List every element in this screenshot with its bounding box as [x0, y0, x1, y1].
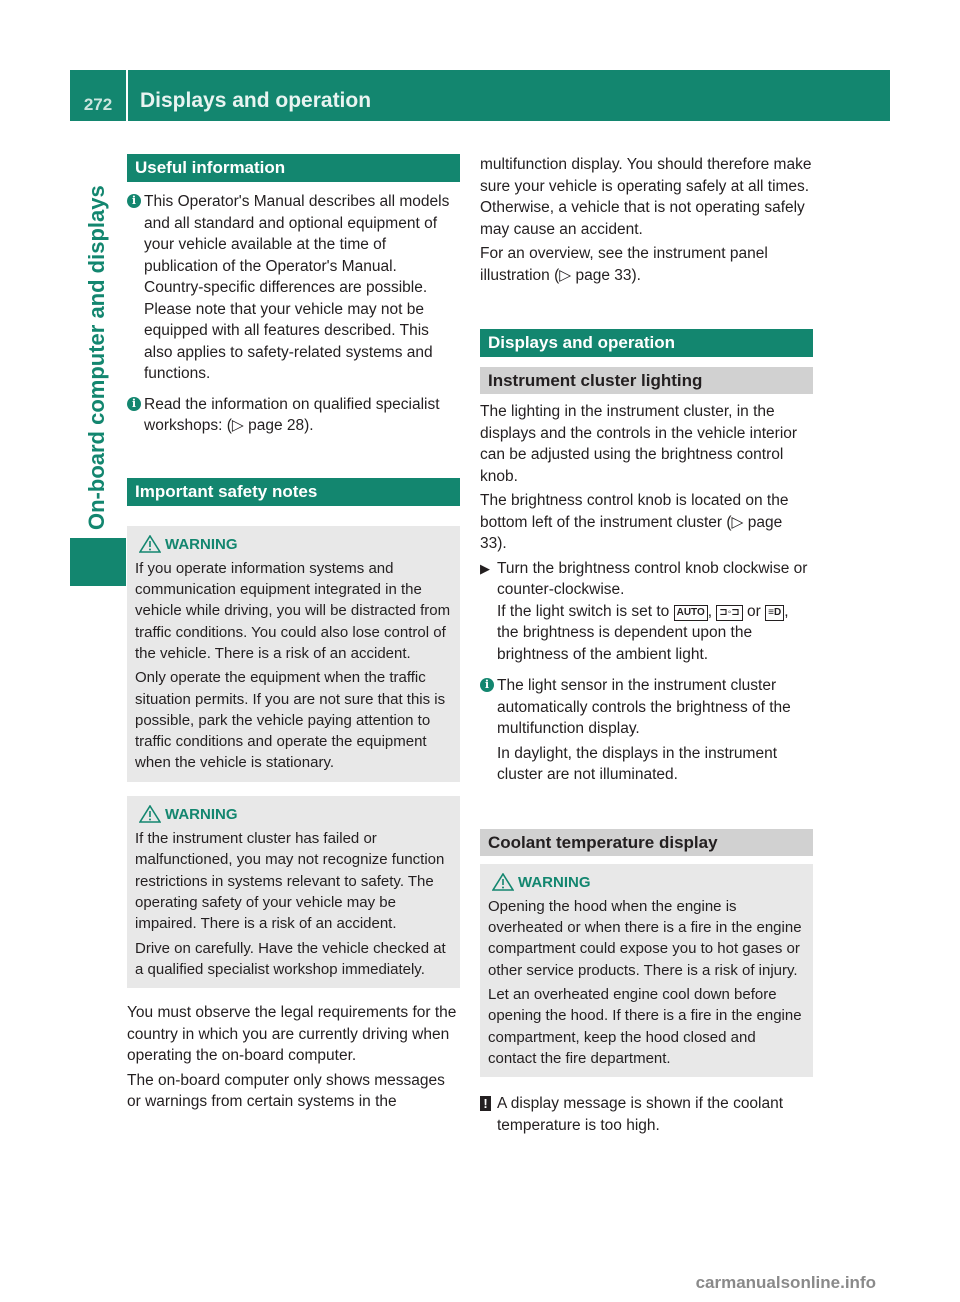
page-title: Displays and operation [140, 89, 372, 112]
warning-3-text-2: Let an overheated engine cool down before opening the hood. If there is a fire in the engine compartment, keep the hood closed and contact the fire department. [488, 985, 802, 1067]
overview-text: For an overview, see the instrument panel illustration (▷ page 33). [480, 245, 768, 284]
arrow-right-icon: ▶ [480, 560, 490, 576]
warning-2-text-1: If the instrument cluster has failed or malfunctioned, you may not recognize function restrictions in systems relevant to safety. The operating safety of your vehicle may be impaired. There is a risk of an accident. [135, 830, 445, 933]
body-text-1: You must observe the legal requirements for the country in which you are currently driving when operating the on-board computer. [127, 1004, 457, 1065]
watermark: carmanualsonline.info [695, 1273, 876, 1292]
lighting-text-2: The brightness control knob is located on the bottom left of the instrument cluster (▷ page 33). [480, 492, 789, 552]
warning-1-text-1: If you operate information systems and communication equipment integrated in the vehicle while driving, you will be distracted from traffic conditions. You could also lose control of the vehicle. There is a risk of an accident. [135, 559, 451, 662]
info-note-3: i The light sensor in the instrument cluster automatically controls the brightness of the multifunction display. In daylight, the displays in the instrument cluster are not illuminated. [480, 675, 813, 786]
page-number: 272 [83, 94, 113, 114]
notice-note: ! A display message is shown if the coolant temperature is too high. [480, 1093, 813, 1136]
header-separator [126, 70, 128, 121]
instruction-step: ▶ Turn the brightness control knob clockwise or counter-clockwise. If the light switch is set to AUTO , ⊐◦⊐ or ≡D , the brightness is dependent upon the brightness of the ambient light. [480, 559, 808, 663]
right-column [480, 154, 813, 1139]
parking-light-icon: ⊐◦⊐ [716, 605, 742, 621]
low-beam-icon: ≡D [765, 605, 784, 621]
info-icon: i [480, 678, 494, 692]
lighting-text-1: The lighting in the instrument cluster, in the displays and the controls in the vehicle interior can be adjusted using the brightness control knob. [480, 403, 798, 485]
warning-1-text-2: Only operate the equipment when the traffic situation permits. If you are not sure that this is possible, park the vehicle paying attention to traffic conditions and operate the equipment when the vehicle is stationary. [135, 669, 446, 772]
body-text-2: The on-board computer only shows messages or warnings from certain systems in the [127, 1071, 445, 1111]
warning-triangle-icon [139, 805, 161, 823]
lighting-heading: Instrument cluster lighting [480, 367, 813, 394]
auto-light-icon: AUTO [674, 605, 708, 621]
useful-info-heading: Useful information [127, 154, 460, 182]
displays-heading: Displays and operation [480, 329, 813, 357]
warning-2-text-2: Drive on carefully. Have the vehicle checked at a qualified specialist workshop immediately. [135, 939, 446, 978]
warning-box-1 [127, 526, 460, 782]
warning-box-2 [127, 796, 460, 988]
warning-box-3 [480, 864, 813, 1078]
coolant-heading: Coolant temperature display [480, 829, 813, 856]
side-tab-marker [70, 538, 126, 586]
info-note-2: i Read the information on qualified specialist workshops: (▷ page 28). [127, 394, 460, 437]
left-column [127, 154, 460, 1116]
warning-title: WARNING [135, 534, 452, 555]
exclamation-icon: ! [480, 1096, 491, 1111]
body-text-continued: multifunction display. You should therefore make sure your vehicle is operating safely at all times. Otherwise, a vehicle that is not operating safely may cause an accident. [480, 156, 812, 238]
info-icon: i [127, 397, 141, 411]
safety-heading: Important safety notes [127, 478, 460, 506]
info-icon: i [127, 194, 141, 208]
info-note-1: i This Operator's Manual describes all models and all standard and optional equipment of your vehicle available at the time of publication of the Operator's Manual. Country-specific differences are possible. Please note that your vehicle may not be equipped with all features described. This also applies to safety-related systems and functions. [127, 191, 460, 385]
warning-title: WARNING [488, 872, 805, 893]
warning-triangle-icon [492, 873, 514, 891]
warning-title: WARNING [135, 804, 452, 825]
warning-3-text-1: Opening the hood when the engine is overheated or when there is a fire in the engine compartment could expose you to hot gases or other service products. There is a risk of injury. [488, 897, 802, 979]
side-tab-label: On-board computer and displays [84, 185, 109, 530]
warning-triangle-icon [139, 535, 161, 553]
